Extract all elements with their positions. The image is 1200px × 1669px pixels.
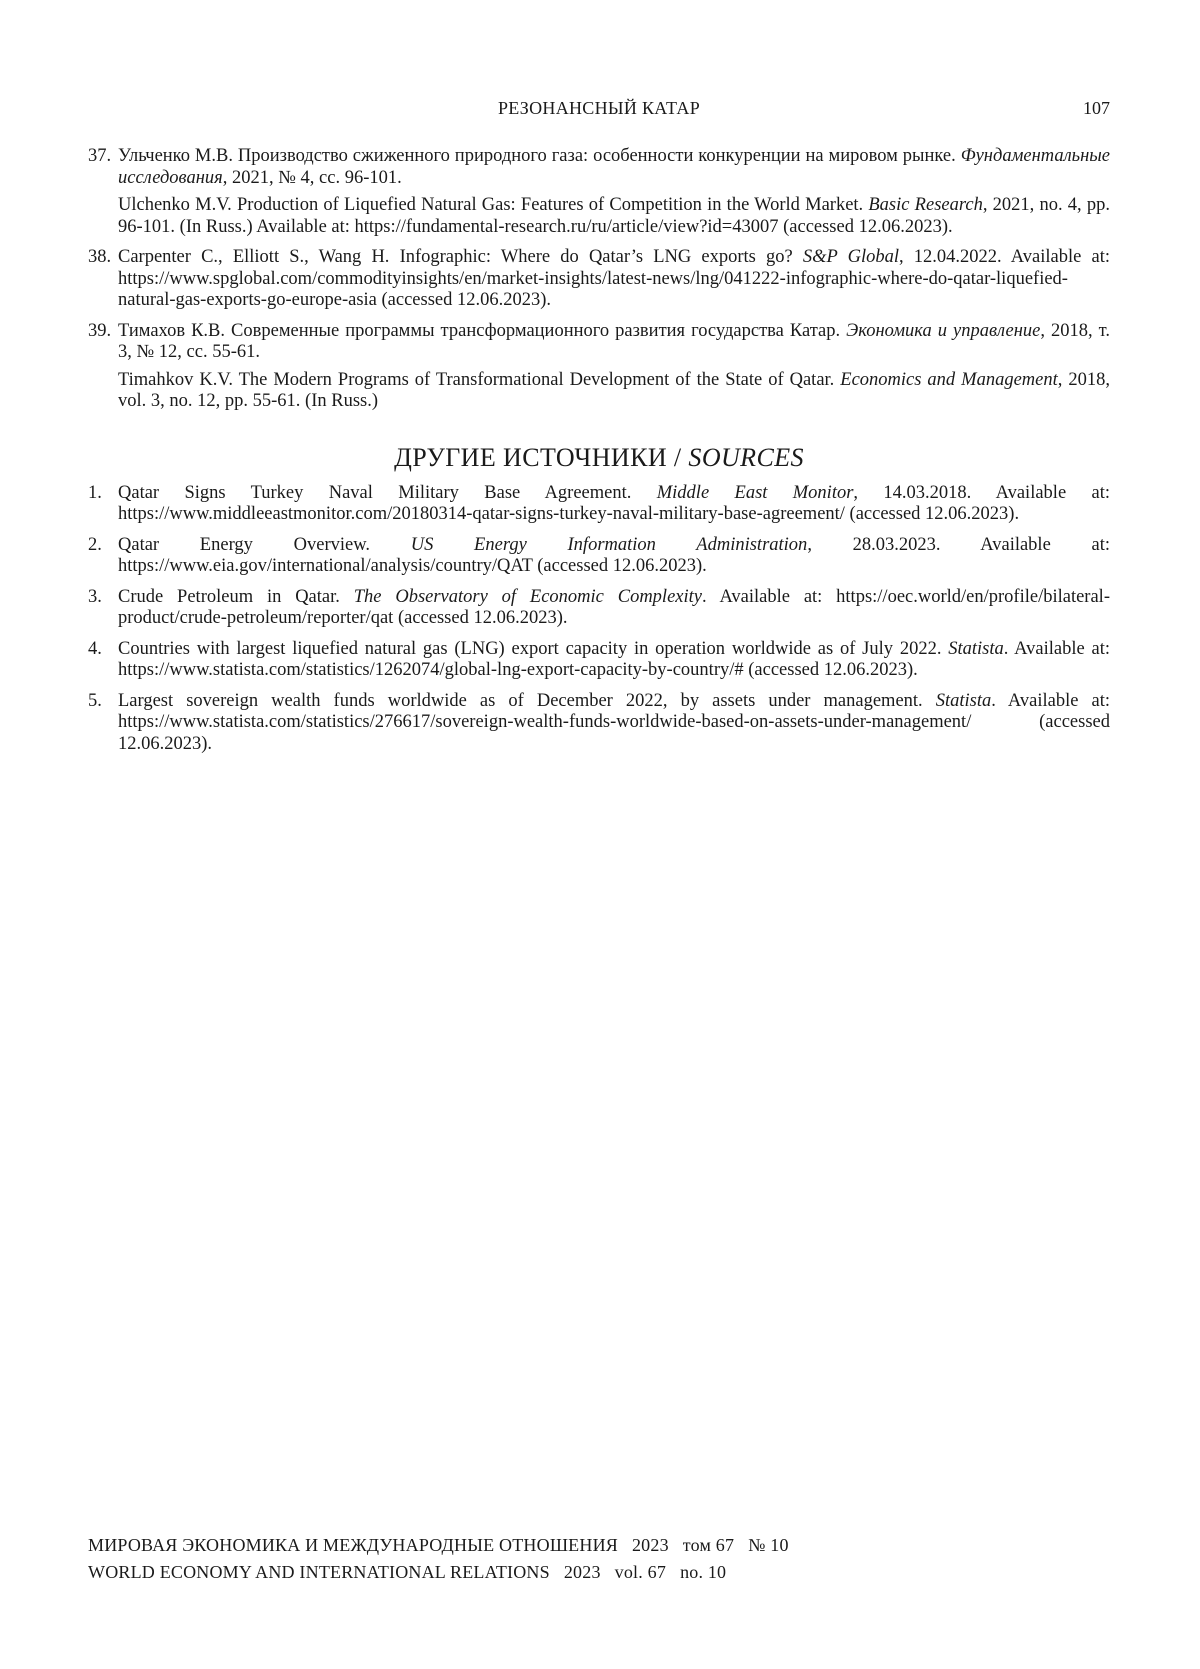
footer-volume-en: vol. 67 [614,1562,667,1582]
source-number: 4. [88,638,102,659]
journal-title: The Observatory of Economic Complexity [353,586,702,607]
source-item-3 [88,587,1110,630]
source-number: 2. [88,534,102,555]
footer-issue-ru: № 10 [748,1535,789,1555]
page-number: 107 [1083,98,1110,118]
journal-title: Экономика и управление [846,320,1041,341]
running-header [88,98,1110,124]
footer-ru [88,1532,789,1559]
running-title: РЕЗОНАНСНЫЙ КАТАР [497,98,701,118]
reference-ru-text: Ульченко М.В. Производство сжиженного природного газа: особенности конкуренции на мировом рынке. Фундаментальные исследования, 2021, № 4, сс. 96-101. [118,146,1110,188]
journal-title: S&P Global [802,247,900,267]
reference-number: 37. [88,146,112,166]
reference-number: 39. [88,320,112,341]
footer-en [88,1559,789,1586]
footer-journal-en: WORLD ECONOMY AND INTERNATIONAL RELATIONS [88,1562,550,1582]
references-section [88,146,1110,764]
section-heading-other-sources: ДРУГИЕ ИСТОЧНИКИ / SOURCES [394,442,804,472]
source-text: Crude Petroleum in Qatar. The Observatory of Economic Complexity. Available at: https://oec.world/en/profile/bilateral-product/crude-petroleum/reporter/qat (accessed 12.06.2023). [118,586,1110,628]
source-text: Qatar Energy Overview. US Energy Information Administration, 28.03.2023. Available at: https://www.eia.gov/international/analysis/country/QAT (accessed 12.06.2023). [118,534,1110,576]
source-number: 1. [88,482,102,503]
source-number: 5. [88,690,102,711]
reference-39 [88,321,1110,413]
journal-footer [88,1532,789,1586]
source-text: Qatar Signs Turkey Naval Military Base Agreement. Middle East Monitor, 14.03.2018. Available at: https://www.middleeastmonitor.com/20180314-qatar-signs-turkey-naval-military-base-agreement/ (accessed 12.06.2023). [118,482,1111,524]
source-number: 3. [88,586,102,607]
journal-title: Statista [935,690,992,711]
journal-title: Economics and Management [840,369,1058,390]
source-item-2 [88,535,1110,578]
journal-title: US Energy Information Administration [410,534,808,555]
journal-title: Statista [948,638,1004,659]
source-text: Largest sovereign wealth funds worldwide as of December 2022, by assets under management. Statista. Available at: https://www.statista.com/statistics/276617/sovereign-wealth-funds-worldwide-based-on-assets-under-management/ (accessed 12.06.2023). [118,690,1111,754]
footer-year-ru: 2023 [631,1535,669,1555]
reference-number: 38. [88,247,112,267]
footer-journal-ru: МИРОВАЯ ЭКОНОМИКА И МЕЖДУНАРОДНЫЕ ОТНОШЕНИЯ [88,1535,618,1555]
source-item-5 [88,691,1110,756]
reference-37 [88,146,1110,238]
source-text: Countries with largest liquefied natural gas (LNG) export capacity in operation worldwide as of July 2022. Statista. Available at: https://www.statista.com/statistics/1262074/global-lng-export-capacity-by-country/# (accessed 12.06.2023). [118,638,1110,680]
reference-text: Carpenter C., Elliott S., Wang H. Infographic: Where do Qatar’s LNG exports go? S&P Global, 12.04.2022. Available at: https://www.spglobal.com/commodityinsights/en/market-insights/latest-news/lng/041222-infographic-where-do-qatar-liquefied-natural-gas-exports-go-europe-asia (accessed 12.06.2023). [118,247,1110,310]
reference-ru-text: Тимахов К.В. Современные программы трансформационного развития государства Катар. Экономика и управление, 2018, т. 3, № 12, сс. 55-61. [118,320,1111,362]
source-item-1 [88,483,1110,526]
footer-year-en: 2023 [563,1562,601,1582]
footer-volume-ru: том 67 [682,1535,735,1555]
journal-title: Фундаментальные исследования [118,146,1110,188]
reference-38 [88,247,1110,312]
reference-en-text: Timahkov K.V. The Modern Programs of Transformational Development of the State of Qatar. Economics and Management, 2018, vol. 3, no. 12, pp. 55-61. (In Russ.) [118,369,1110,411]
footer-issue-en: no. 10 [680,1562,727,1582]
source-item-4 [88,639,1110,682]
journal-title: Basic Research [868,195,983,215]
journal-title: Middle East Monitor [656,482,854,503]
reference-en-text: Ulchenko M.V. Production of Liquefied Natural Gas: Features of Competition in the World Market. Basic Research, 2021, no. 4, pp. 96-101. (In Russ.) Available at: https://fundamental-research.ru/ru/article/view?id=43007 (accessed 12.06.2023). [118,195,1111,237]
